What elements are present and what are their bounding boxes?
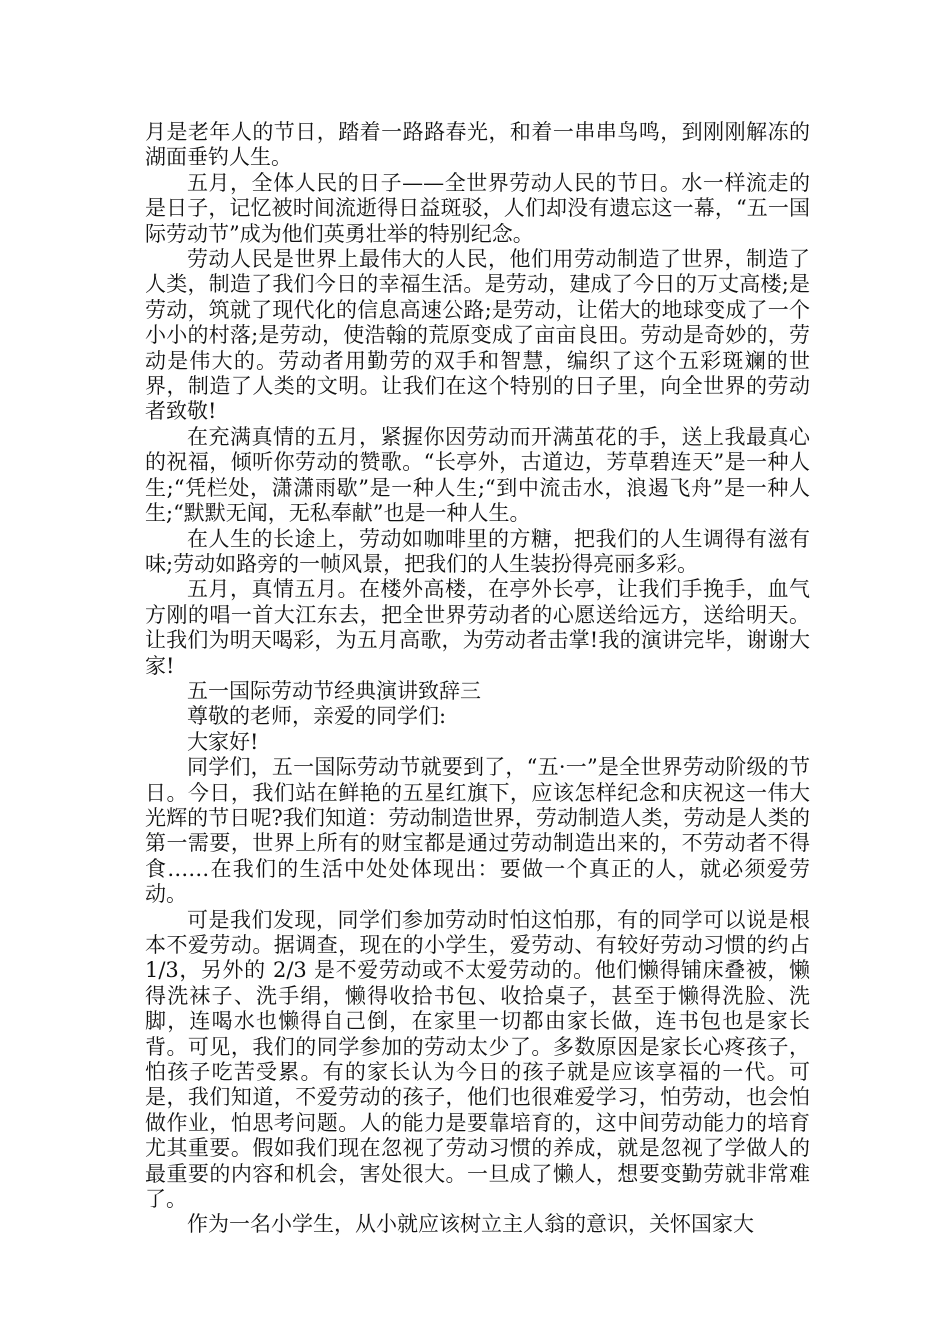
paragraph: 可是我们发现，同学们参加劳动时怕这怕那，有的同学可以说是根本不爱劳动。据调查，现在的小学生，爱劳动、有较好劳动习惯的约占 1/3，另外的 2/3 是不爱劳动或不太爱劳动的。他们懒得铺床叠被，懒得洗袜子、洗手绢，懒得收拾书包、收拾桌子，甚至于懒得洗脸、洗脚，连喝水也懒得自己倒，在家里一切都由家长做，连书包也是家长背。可见，我们的同学参加的劳动太少了。多数原因是家长心疼孩子，怕孩子吃苦受累。有的家长认为今日的孩子就是应该享福的一代。可是，我们知道，不爱劳动的孩子，他们也很难爱学习，怕劳动，也会怕做作业，怕思考问题。人的能力是要靠培育的，这中间劳动能力的培育尤其重要。假如我们现在忽视了劳动习惯的养成，就是忽视了学做人的最重要的内容和机会，害处很大。一旦成了懒人，想要变勤劳就非常难了。	[145, 907, 810, 1212]
paragraph: 同学们，五一国际劳动节就要到了，“五·一”是全世界劳动阶级的节日。今日，我们站在鲜艳的五星红旗下，应该怎样纪念和庆祝这一伟大光辉的节日呢?我们知道：劳动制造世界，劳动制造人类，劳动是人类的第一需要，世界上所有的财宝都是通过劳动制造出来的，不劳动者不得食……在我们的生活中处处体现出：要做一个真正的人，就必须爱劳动。	[145, 755, 810, 907]
document-body	[145, 120, 810, 1238]
paragraph: 月是老年人的节日，踏着一路路春光，和着一串串鸟鸣，到刚刚解冻的湖面垂钓人生。	[145, 120, 810, 170]
paragraph: 作为一名小学生，从小就应该树立主人翁的意识，关怀国家大	[187, 1212, 754, 1237]
salutation: 尊敬的老师，亲爱的同学们:	[187, 704, 447, 729]
paragraph: 在人生的长途上，劳动如咖啡里的方糖，把我们的人生调得有滋有味;劳动如路旁的一帧风景，把我们的人生装扮得亮丽多彩。	[145, 526, 810, 576]
section-title: 五一国际劳动节经典演讲致辞三	[187, 678, 481, 703]
paragraph: 在充满真情的五月，紧握你因劳动而开满茧花的手，送上我最真心的祝福，倾听你劳动的赞歌。“长亭外，古道边，芳草碧连天”是一种人生;“凭栏处，潇潇雨歇”是一种人生;“到中流击水，浪遏飞舟”是一种人生;“默默无闻，无私奉献”也是一种人生。	[145, 424, 810, 526]
paragraph: 劳动人民是世界上最伟大的人民，他们用劳动制造了世界，制造了人类，制造了我们今日的幸福生活。是劳动，建成了今日的万丈高楼;是劳动，筑就了现代化的信息高速公路;是劳动，让偌大的地球变成了一个小小的村落;是劳动，使浩翰的荒原变成了亩亩良田。劳动是奇妙的，劳动是伟大的。劳动者用勤劳的双手和智慧，编织了这个五彩斑斓的世界，制造了人类的文明。让我们在这个特别的日子里，向全世界的劳动者致敬!	[145, 247, 810, 424]
paragraph: 五月，真情五月。在楼外高楼，在亭外长亭，让我们手挽手，血气方刚的唱一首大江东去，把全世界劳动者的心愿送给远方，送给明天。让我们为明天喝彩，为五月高歌，为劳动者击掌!我的演讲完毕，谢谢大家!	[145, 577, 810, 678]
paragraph: 五月，全体人民的日子——全世界劳动人民的节日。水一样流走的是日子，记忆被时间流逝得日益斑驳，人们却没有遗忘这一幕，“五一国际劳动节”成为他们英勇壮举的特别纪念。	[145, 170, 810, 246]
greeting: 大家好!	[187, 729, 259, 754]
